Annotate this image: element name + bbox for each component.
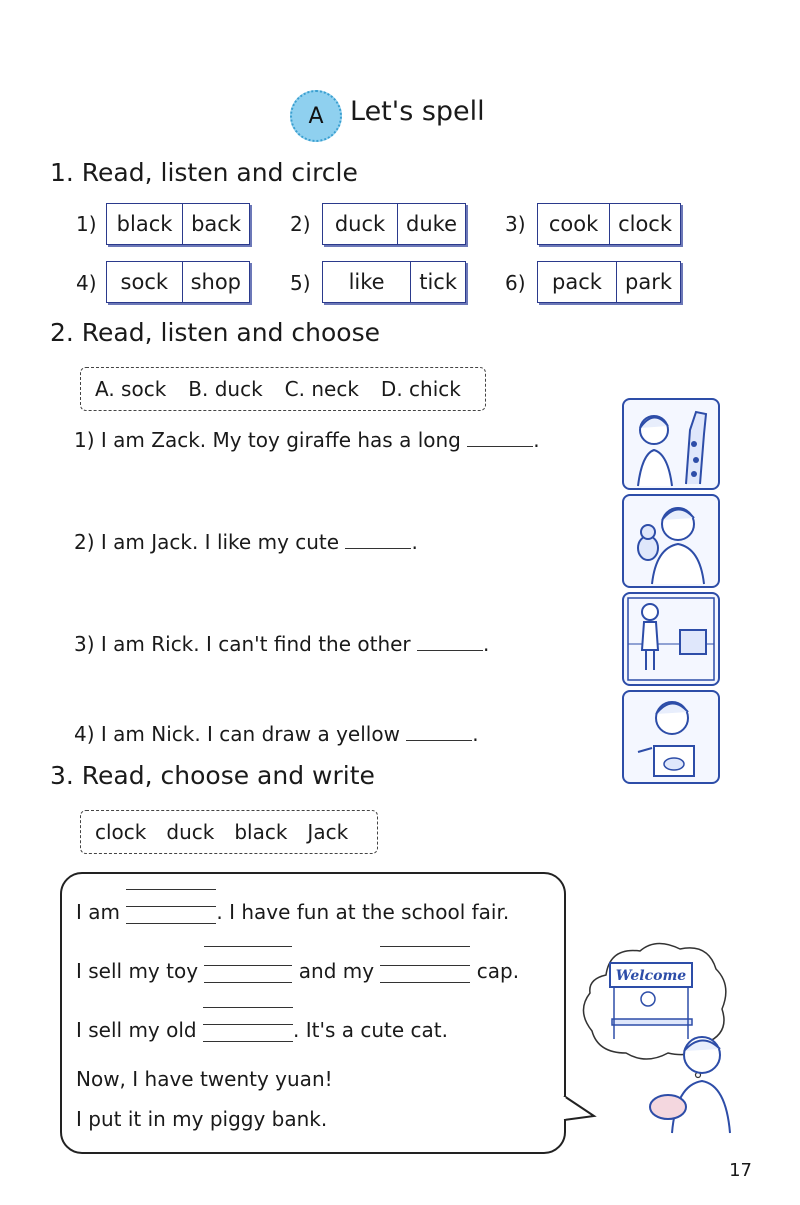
word-bank-box	[80, 810, 378, 854]
item-number: 5)	[290, 271, 311, 295]
choice-option: A. sock	[95, 377, 167, 401]
item-number: 6)	[505, 271, 526, 295]
word-option[interactable]: sock	[120, 270, 169, 294]
writing-lines[interactable]	[126, 899, 216, 919]
story-line	[76, 899, 509, 924]
story-line	[76, 1017, 448, 1042]
story-text: I am	[76, 900, 120, 924]
story-text: . I have fun at the school fair.	[216, 900, 510, 924]
page-title: Let's spell	[350, 96, 485, 127]
choice-option: C. neck	[284, 377, 359, 401]
badge-letter: A	[308, 103, 324, 129]
sentence	[74, 530, 418, 554]
boy-chick-illustration	[624, 496, 718, 586]
sentence-text: 3) I am Rick. I can't find the other	[74, 632, 411, 656]
boy-giraffe-picture	[622, 398, 720, 490]
item-number: 4)	[76, 271, 97, 295]
sentence-text: 1) I am Zack. My toy giraffe has a long	[74, 428, 461, 452]
story-line: I put it in my piggy bank.	[76, 1107, 328, 1131]
word-option[interactable]: shop	[182, 262, 249, 302]
word-option[interactable]: back	[182, 204, 249, 244]
writing-lines[interactable]	[380, 958, 470, 978]
choice-option: D. chick	[380, 377, 461, 401]
sentence-end: .	[533, 428, 540, 452]
word-option[interactable]: black	[116, 212, 173, 236]
sentence-end: .	[472, 722, 479, 746]
word-bank-item: Jack	[307, 820, 349, 844]
boy-sock-illustration	[624, 594, 718, 684]
boy-drawing-picture	[622, 690, 720, 784]
word-pair-box	[322, 203, 466, 245]
boy-giraffe-illustration	[624, 400, 718, 488]
page-number: 17	[729, 1160, 752, 1181]
word-option[interactable]: duke	[397, 204, 465, 244]
sentence-text: 2) I am Jack. I like my cute	[74, 530, 340, 554]
writing-lines[interactable]	[203, 1017, 293, 1037]
word-option[interactable]: pack	[552, 270, 602, 294]
word-bank-item: clock	[95, 820, 147, 844]
word-option[interactable]: park	[616, 262, 680, 302]
welcome-sign-text: Welcome	[615, 968, 687, 984]
answer-blank[interactable]	[406, 740, 472, 741]
section3-heading: 3. Read, choose and write	[50, 761, 375, 790]
options-box	[80, 367, 486, 411]
answer-blank[interactable]	[417, 650, 483, 651]
boy-chick-picture	[622, 494, 720, 588]
section-badge	[290, 90, 342, 142]
word-pair-box	[537, 261, 681, 303]
word-bank-item: duck	[166, 820, 215, 844]
story-text: and my	[298, 959, 375, 983]
school-fair-illustration	[576, 935, 734, 1135]
item-number: 2)	[290, 212, 311, 236]
story-line	[76, 958, 519, 983]
boy-sock-picture	[622, 592, 720, 686]
word-pair-box	[537, 203, 681, 245]
item-number: 3)	[505, 212, 526, 236]
word-pair-box	[322, 261, 466, 303]
story-text: cap.	[476, 959, 520, 983]
word-pair-box	[106, 203, 250, 245]
story-text: . It's a cute cat.	[292, 1018, 448, 1042]
word-option[interactable]: tick	[410, 262, 465, 302]
word-option[interactable]: clock	[609, 204, 680, 244]
sentence	[74, 722, 479, 746]
section2-heading: 2. Read, listen and choose	[50, 318, 380, 347]
story-text: I sell my toy	[76, 959, 199, 983]
word-option[interactable]: like	[348, 270, 385, 294]
answer-blank[interactable]	[467, 446, 533, 447]
writing-lines[interactable]	[204, 958, 292, 978]
word-option[interactable]: cook	[548, 212, 599, 236]
sentence	[74, 632, 489, 656]
word-option[interactable]: duck	[334, 212, 386, 236]
boy-drawing-illustration	[624, 692, 718, 782]
sentence	[74, 428, 540, 452]
sentence-text: 4) I am Nick. I can draw a yellow	[74, 722, 400, 746]
sentence-end: .	[411, 530, 418, 554]
story-line: Now, I have twenty yuan!	[76, 1067, 333, 1091]
answer-blank[interactable]	[345, 548, 411, 549]
story-text: I sell my old	[76, 1018, 197, 1042]
section1-heading: 1. Read, listen and circle	[50, 158, 358, 187]
item-number: 1)	[76, 212, 97, 236]
choice-option: B. duck	[188, 377, 263, 401]
word-pair-box	[106, 261, 250, 303]
sentence-end: .	[483, 632, 490, 656]
word-bank-item: black	[234, 820, 288, 844]
